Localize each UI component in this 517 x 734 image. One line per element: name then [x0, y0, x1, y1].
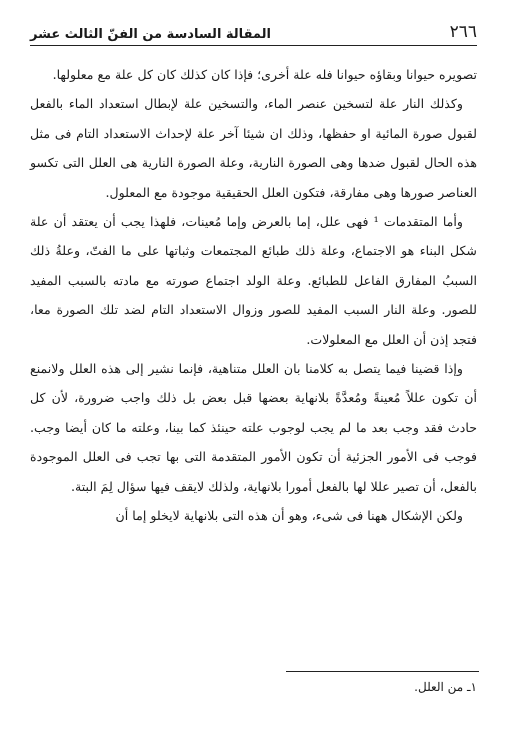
footnote: ١ـ من العلل.: [414, 680, 477, 694]
body-text: [30, 60, 477, 531]
paragraph: وأما المتقدمات ¹ فهى علل، إما بالعرض وإما مُعينات، فلهذا يجب أن يعتقد أن علة شكل البناء هو الاجتماع، وعلة ذلك طبائع المجتمعات وثباتها على ما الفتّ، وعلةُ ذلك السببُ المفارق الفاعل للطبائع. وعلة الولد اجتماع صورته مع مادته بالسبب المفيد للصور. وعلة النار السبب المفيد للصور وزوال الاستعداد التام لضد تلك الصورة معا، فتجد إذن أن العلل مع المعلولات.: [30, 214, 477, 347]
paragraph: تصويره حيوانا وبقاؤه حيوانا فله علة أخرى؛ فإذا كان كذلك كان كل علة مع معلولها.: [52, 67, 477, 82]
header-rule: [30, 45, 477, 46]
footnote-rule: [286, 671, 479, 672]
paragraph: وكذلك النار علة لتسخين عنصر الماء، والتسخين علة لإبطال استعداد الماء بالفعل لقبول صورة المائية او حفظها، وذلك ان شيئا آخر علة لإحداث الاستعداد التام فى مثل هذه الحال لقبول ضدها وهى الصورة النارية، وعلة الصورة النارية هى العلل التى تكسو العناصر صورها وهى مفارقة، فتكون العلل الحقيقية موجودة مع المعلول.: [30, 96, 477, 200]
running-title: المقالة السادسة من الفنّ الثالث عشر: [30, 27, 271, 42]
paragraph: ولكن الإشكال ههنا فى شىء، وهو أن هذه التى بلانهاية لايخلو إما أن: [115, 508, 463, 524]
page-header: [30, 12, 477, 42]
paragraph: وإذا قضينا فيما يتصل به كلامنا بان العلل متناهية، فإنما نشير إلى هذه العلل ولانمنع أن تكون عللاً مُعينةً ومُعدَّةً بلانهاية بعضها قبل بعض بل ذلك واجب ضرورة، لأن كل حادث فقد وجب بعد ما لم يجب لوجوب علته حينئذ كما بينا، وعلته ما كان أيضا وجب. فوجب فى الأمور الجزئية أن تكون الأمور المتقدمة التى بها تجب فى العلل الموجودة بالفعل، أن تصير عللا لها بالفعل أمورا بلانهاية، ولذلك لايقف فيها سؤال لِمَ البتة.: [30, 361, 477, 494]
page-number: ٢٦٦: [449, 22, 477, 42]
